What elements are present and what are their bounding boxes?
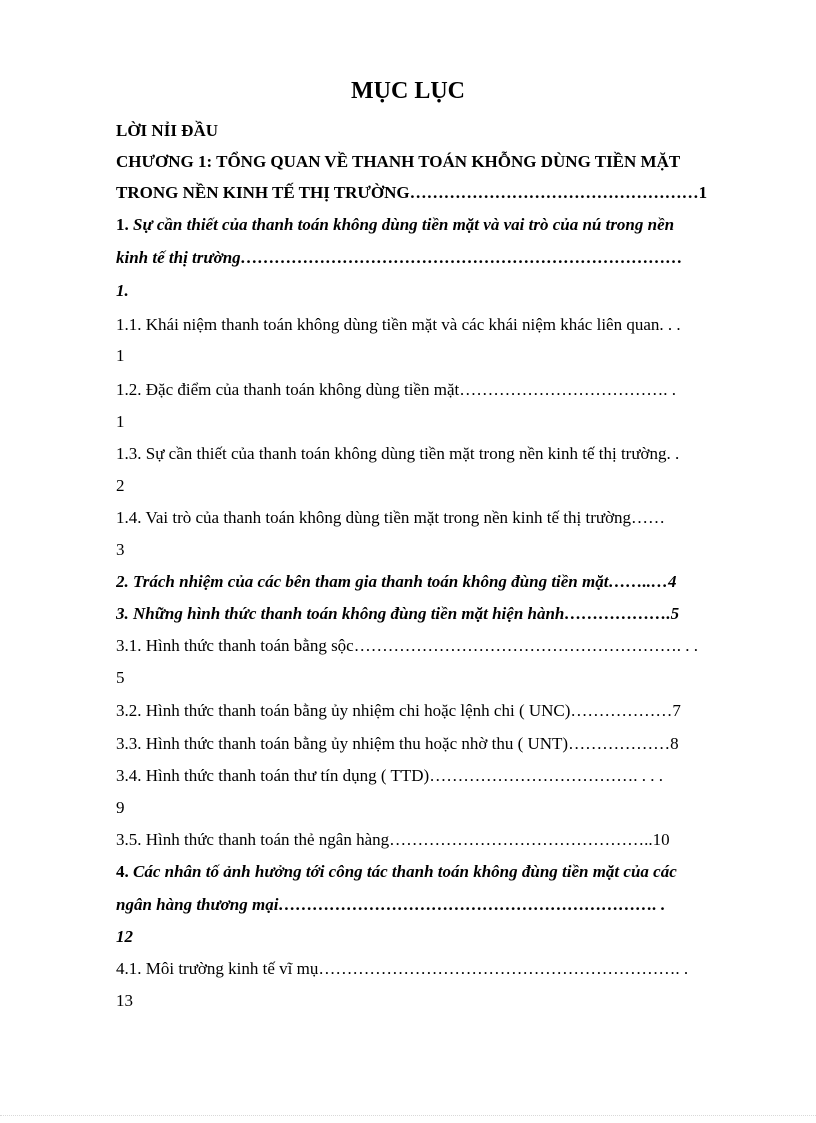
page-title: MỤC LỤC	[351, 78, 465, 104]
toc-item-3-1-page: 5	[116, 668, 125, 687]
toc-item-1-3-page: 2	[116, 476, 125, 495]
toc-section-1-line-1	[116, 214, 756, 236]
toc-item-3-3: 3.3. Hình thức thanh toán bằng ủy nhiệm thu hoặc nhờ thu ( UNT)………………8	[116, 734, 679, 753]
toc-section-4-text: Các nhân tố ảnh hưởng tới công tác thanh toán không đùng tiền mặt của các	[133, 862, 677, 881]
toc-item-3-4: 3.4. Hình thức thanh toán thư tín dụng ( TTD)………………………………. . . .	[116, 766, 663, 785]
toc-item-1-1-page: 1	[116, 346, 125, 365]
toc-section-4-number: 4.	[116, 862, 129, 881]
toc-section-4-line-2: ngân hàng thương mại…………………………………………………………. .	[116, 895, 666, 914]
toc-item-1-4-page: 3	[116, 540, 125, 559]
toc-section-1-line-2: kinh tế thị trường……………………………………………………………………	[116, 248, 683, 267]
toc-section-4-page: 12	[116, 927, 133, 946]
toc-section-4-line-1	[116, 861, 756, 883]
toc-item-1-1: 1.1. Khái niệm thanh toán không dùng tiền mặt và các khái niệm khác liên quan. . .	[116, 315, 681, 334]
toc-item-4-1: 4.1. Môi trường kinh tế vĩ mụ………………………………………………………. .	[116, 959, 689, 978]
toc-item-1-4: 1.4. Vai trò của thanh toán không dùng tiền mặt trong nền kinh tế thị trường……	[116, 508, 666, 527]
toc-section-1-page: 1.	[116, 281, 129, 300]
toc-chapter-1-text: CHƯƠNG 1: TỔNG QUAN VỀ THANH TOÁN KHỖNG DÙNG TIỀN MẶT	[116, 152, 681, 171]
toc-item-4-1-page: 13	[116, 991, 133, 1010]
toc-item-3-2: 3.2. Hình thức thanh toán bằng ủy nhiệm chi hoặc lệnh chi ( UNC)………………7	[116, 701, 681, 720]
toc-chapter-1-line-1	[116, 151, 756, 173]
toc-item-1-2-page: 1	[116, 412, 125, 431]
toc-item-3-1: 3.1. Hình thức thanh toán bằng sộc…………………………………………………. . .	[116, 636, 698, 655]
toc-section-1-number: 1.	[116, 215, 129, 234]
toc-section-3: 3. Những hình thức thanh toán không đùng tiền mặt hiện hành……………….5	[116, 604, 680, 623]
toc-item-1-2: 1.2. Đặc điểm của thanh toán không dùng tiền mặt………………………………. .	[116, 380, 676, 399]
toc-item-3-4-page: 9	[116, 798, 125, 817]
toc-item-1-3: 1.3. Sự cần thiết của thanh toán không dùng tiền mặt trong nền kinh tế thị trường. .	[116, 444, 680, 463]
toc-section-1-text: Sự cần thiết của thanh toán không dùng tiền mặt và vai trò của nú trong nền	[133, 215, 675, 234]
toc-item-3-5: 3.5. Hình thức thanh toán thẻ ngân hàng………………………………………..10	[116, 830, 670, 849]
toc-section-2: 2. Trách nhiệm của các bên tham gia thanh toán không đùng tiền mặt……..…4	[116, 572, 677, 591]
page-bottom-divider	[0, 1115, 816, 1116]
toc-heading-preface: LỜI NỈI ĐẦU	[116, 121, 219, 140]
toc-chapter-1-line-2: TRONG NỀN KINH TẾ THỊ TRƯỜNG……………………………………………1	[116, 183, 708, 202]
